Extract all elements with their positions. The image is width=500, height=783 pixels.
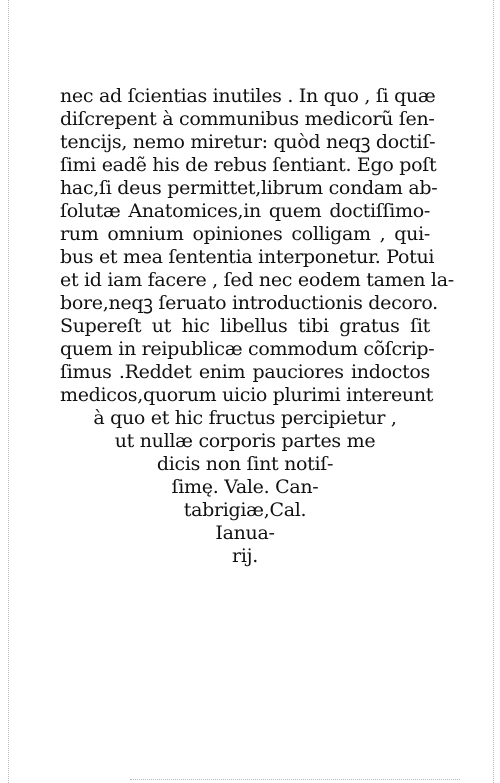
text-line: tencijs, nemo miretur: quòd neqꝫ doctiſ- <box>60 131 436 153</box>
text-line: diſcrepent à communibus medicorũ ſen- <box>60 108 435 130</box>
page-edge-left <box>8 0 9 783</box>
text-line-tapered: tabrigiæ,Cal. <box>183 499 307 521</box>
text-line: ſimus .Reddet enim pauciores indoctos <box>60 361 430 383</box>
text-line: ſolutæ Anatomices,in quem doctiſſimo- <box>60 200 430 222</box>
text-line: hac,ſi deus permittet,librum condam ab- <box>60 177 438 199</box>
text-line-tapered: ſimę. Vale. Can- <box>171 476 319 498</box>
text-line: bore,neqꝫ ſeruato introductionis decoro. <box>60 292 438 314</box>
text-line-tapered: ut nullæ corporis partes me <box>114 430 376 452</box>
text-line: nec ad ſcientias inutiles . In quo , ſi quæ <box>60 85 436 107</box>
latin-text-block <box>60 85 454 568</box>
text-line: ſimi eadẽ his de rebus ſentiant. Ego poſt <box>60 154 437 176</box>
text-line-tapered: à quo et hic fructus percipietur , <box>93 407 397 429</box>
text-line: bus et mea ſententia interponetur. Potui <box>60 246 435 268</box>
text-line-tapered: dicis non ſint notiſ- <box>156 453 334 475</box>
text-line: rum omnium opiniones colligam , qui- <box>60 223 430 245</box>
text-line: et id iam facere , ſed nec eodem tamen la- <box>60 269 454 291</box>
text-line-tapered: rij. <box>232 545 258 567</box>
text-line: Supereſt ut hic libellus tibi gratus ſit <box>60 315 430 337</box>
text-line: quem in reipublicæ commodum cõſcrip- <box>60 338 435 360</box>
text-line: medicos,quorum uicio plurimi intereunt <box>60 384 434 406</box>
page-edge-bottom <box>130 779 460 780</box>
page-edge-right <box>493 0 494 783</box>
text-line-tapered: Ianua- <box>215 522 275 544</box>
